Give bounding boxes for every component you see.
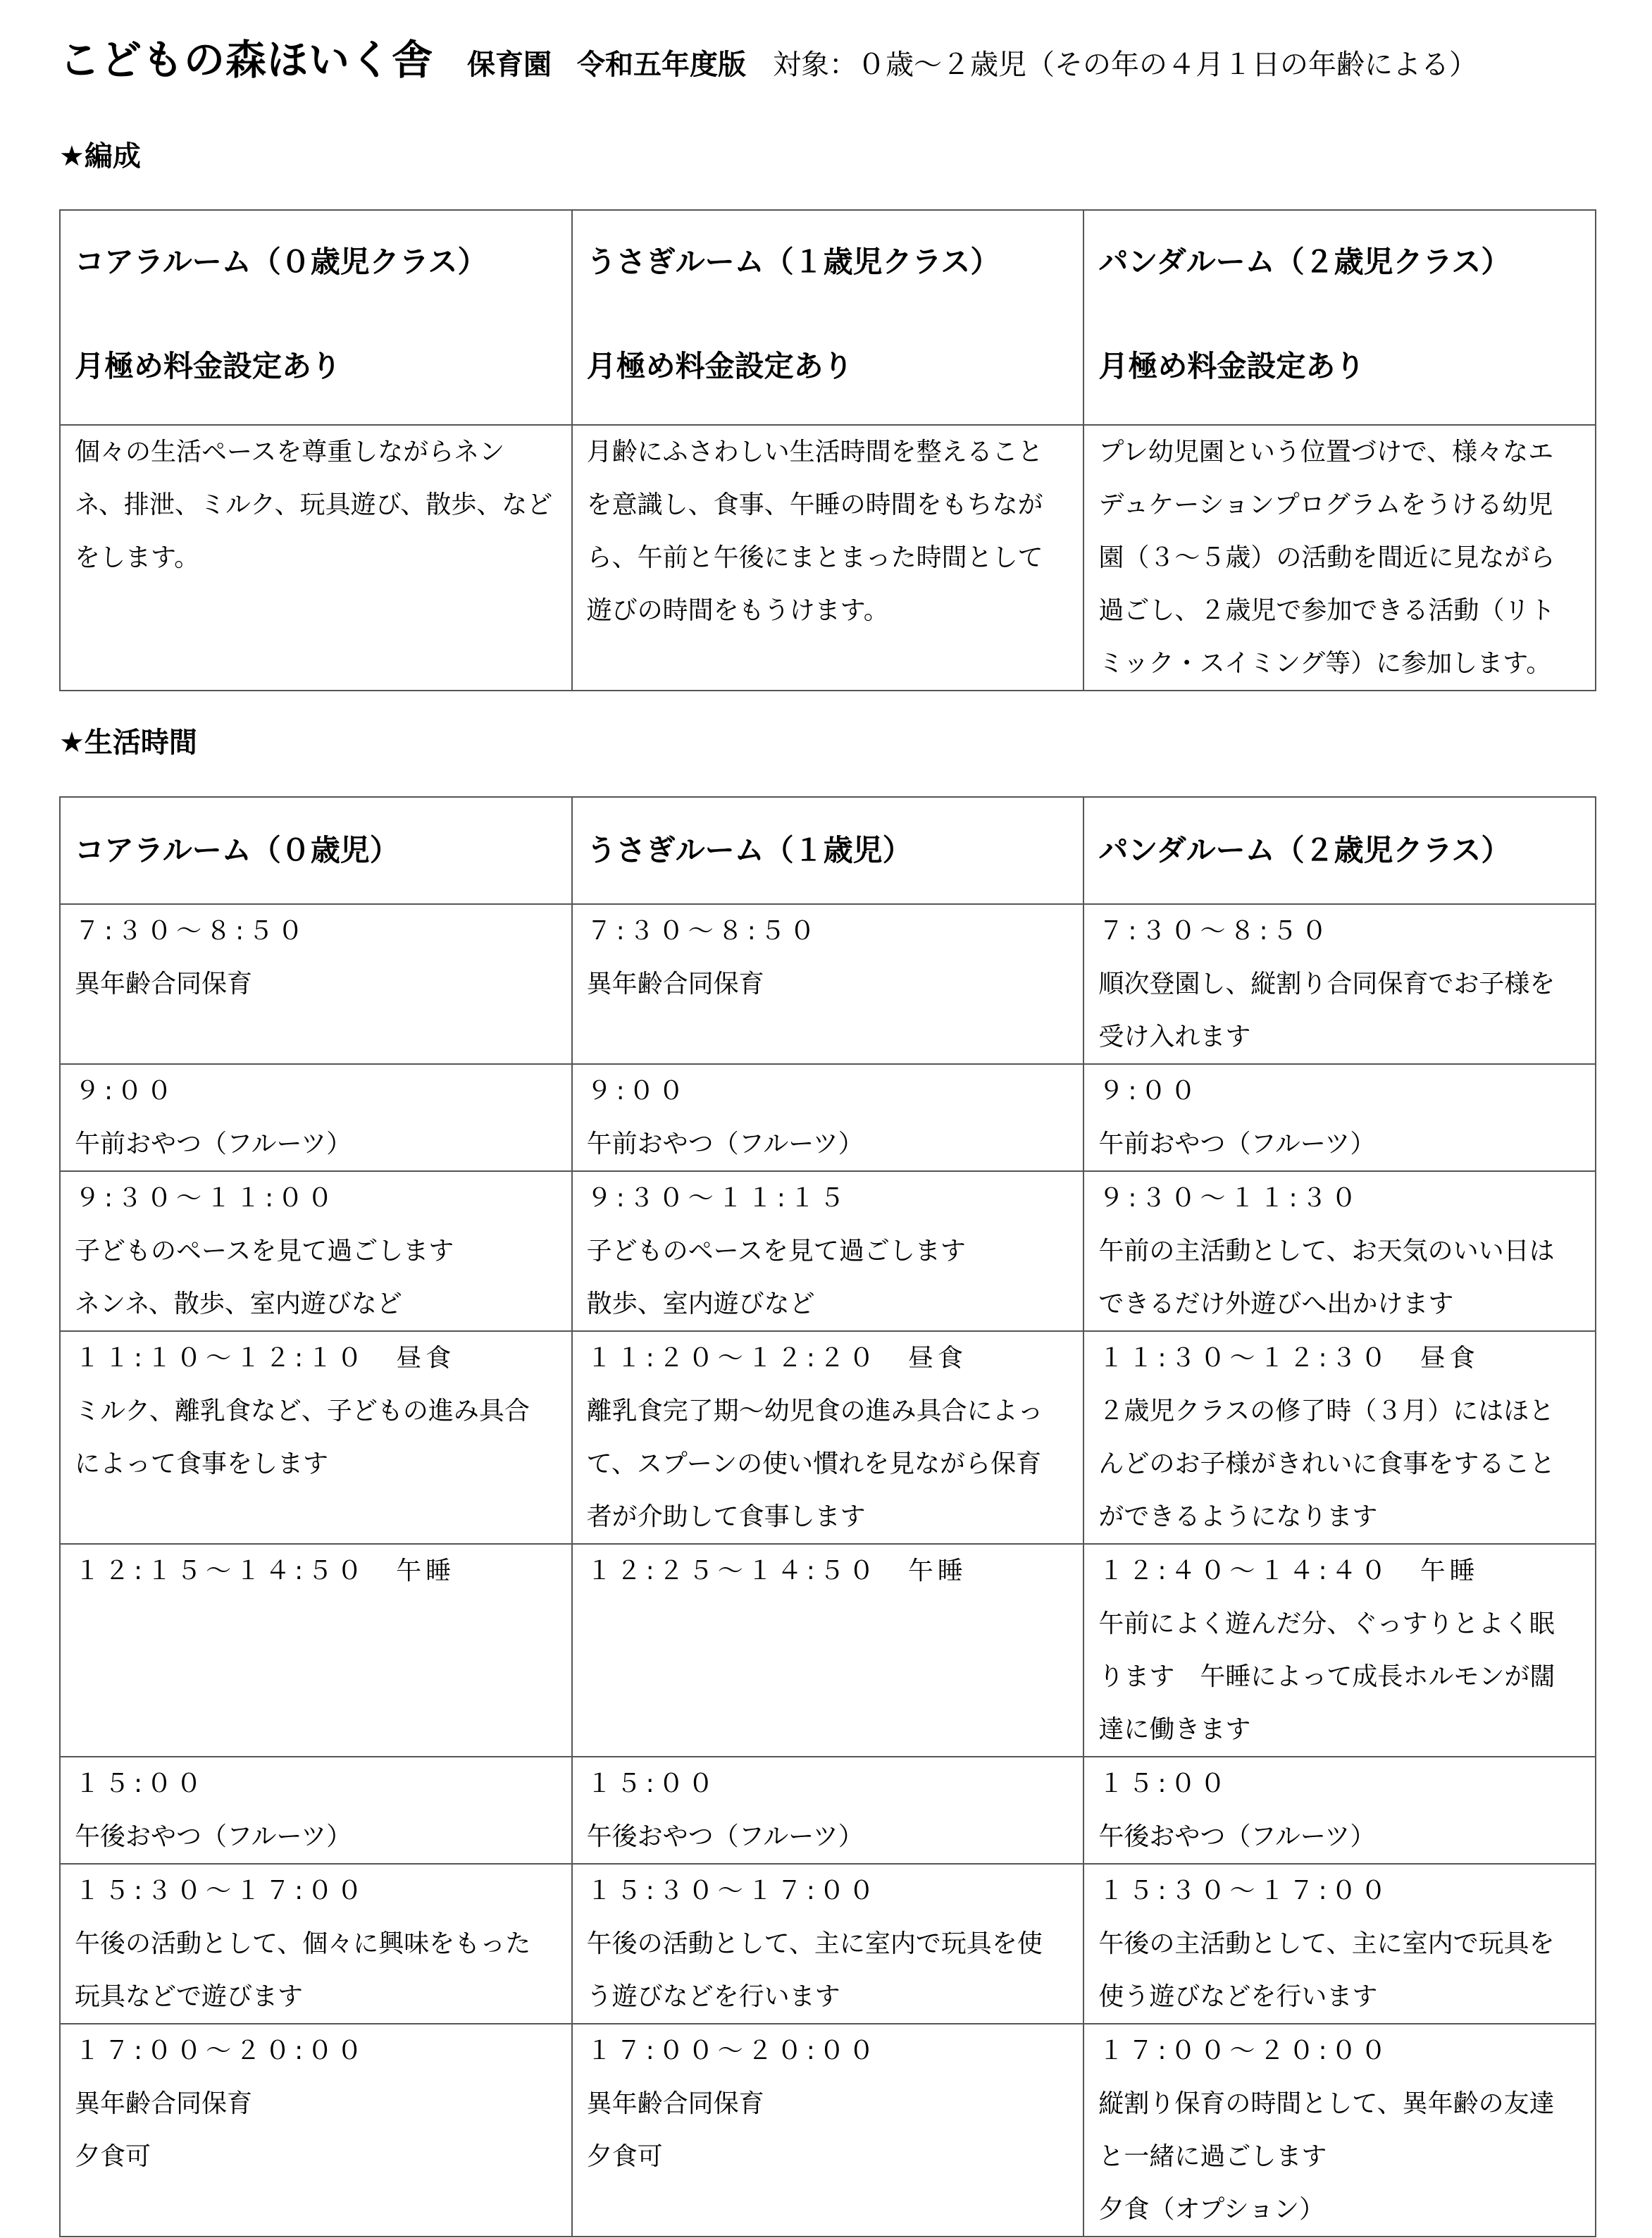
schedule-time: １５:３０〜１７:００: [1098, 1877, 1391, 1905]
schedule-time: １５:３０〜１７:００: [75, 1877, 367, 1905]
schedule-note: 離乳食完了期〜幼児食の進み具合によっ: [586, 1397, 1043, 1426]
schedule-time: ７:３０〜８:５０: [75, 917, 308, 946]
schedule-note: 午前おやつ（フルーツ）: [75, 1130, 352, 1158]
schedule-note: 子どものペースを見て過ごします: [586, 1237, 966, 1266]
fee-note: 月極め料金設定あり: [586, 349, 853, 383]
schedule-cell: [60, 904, 572, 1064]
room-name: うさぎルーム（１歳児クラス）: [586, 245, 1000, 279]
schedule-cell: [572, 904, 1084, 1064]
schedule-time: ９:３０〜１１:３０: [1098, 1184, 1361, 1213]
schedule-time: １５:３０〜１７:００: [586, 1877, 878, 1905]
description-line: をします。: [75, 543, 200, 572]
schedule-time: ７:３０〜８:５０: [1098, 917, 1331, 946]
schedule-cell: [60, 1331, 572, 1544]
schedule-note: 午前おやつ（フルーツ）: [1098, 1130, 1376, 1158]
schedule-note: 受け入れます: [1098, 1022, 1251, 1051]
schedule-time: １５:００: [75, 1769, 206, 1798]
schedule-cell: [1083, 1864, 1596, 2024]
schedule-column-header: うさぎルーム（１歳児）: [572, 797, 1084, 904]
edition-label: 令和五年度版: [577, 49, 747, 81]
schedule-note: て、スプーンの使い慣れを見ながら保育: [586, 1449, 1042, 1478]
schedule-note: 夕食可: [75, 2142, 151, 2171]
schedule-row: [60, 1064, 1596, 1171]
description-line: ら、午前と午後にまとまった時間として: [586, 543, 1043, 572]
schedule-note: 散歩、室内遊びなど: [586, 1290, 815, 1318]
schedule-note: 午後おやつ（フルーツ）: [75, 1822, 352, 1851]
schedule-time: １７:００〜２０:００: [75, 2036, 367, 2065]
description-line: 園（３〜５歳）の活動を間近に見ながら: [1098, 543, 1555, 572]
document-header: [59, 27, 1477, 86]
schedule-cell: [60, 1064, 572, 1171]
section-title-schedule: ★生活時間: [59, 727, 197, 759]
description-line: 過ごし、２歳児で参加できる活動（リト: [1098, 596, 1555, 625]
schedule-note: ります 午睡によって成長ホルモンが闊: [1098, 1662, 1555, 1691]
schedule-row: [60, 1544, 1596, 1757]
schedule-cell: [60, 2024, 572, 2237]
schedule-note: う遊びなどを行います: [586, 1982, 840, 2011]
schedule-row: [60, 1757, 1596, 1864]
schedule-time: １５:００: [586, 1769, 718, 1798]
schedule-row: [60, 1864, 1596, 2024]
schedule-cell: [572, 1544, 1084, 1757]
schedule-time: １１:１０〜１２:１０ 昼食: [75, 1344, 456, 1373]
room-cell: [572, 210, 1084, 425]
schedule-cell: [60, 1864, 572, 2024]
schedule-cell: [1083, 1757, 1596, 1864]
description-line: を意識し、食事、午睡の時間をもちなが: [586, 490, 1043, 519]
schedule-note: ネンネ、散歩、室内遊びなど: [75, 1290, 402, 1318]
schedule-note: 午後の主活動として、主に室内で玩具を: [1098, 1929, 1555, 1958]
schedule-time: ７:３０〜８:５０: [586, 917, 819, 946]
schedule-note: 午前おやつ（フルーツ）: [586, 1130, 864, 1158]
schedule-cell: [572, 1331, 1084, 1544]
schedule-note: 玩具などで遊びます: [75, 1982, 304, 2011]
description-line: 個々の生活ペースを尊重しながらネン: [75, 438, 505, 466]
schedule-row: [60, 2024, 1596, 2237]
schedule-note: 午後の活動として、主に室内で玩具を使: [586, 1929, 1043, 1958]
schedule-time: １１:３０〜１２:３０ 昼食: [1098, 1344, 1479, 1373]
schedule-cell: [572, 1064, 1084, 1171]
schedule-cell: [60, 1544, 572, 1757]
schedule-time: １２:１５〜１４:５０ 午睡: [75, 1557, 456, 1585]
composition-table: [59, 209, 1596, 691]
schedule-note: 午前によく遊んだ分、ぐっすりとよく眠: [1098, 1609, 1555, 1638]
schedule-time: １２:４０〜１４:４０ 午睡: [1098, 1557, 1479, 1585]
schedule-cell: [60, 1757, 572, 1864]
schedule-note: 午後おやつ（フルーツ）: [586, 1822, 864, 1851]
schedule-note: 者が介助して食事します: [586, 1502, 866, 1531]
schedule-row: [60, 1331, 1596, 1544]
schedule-column-header: コアラルーム（０歳児）: [60, 797, 572, 904]
schedule-cell: [1083, 1544, 1596, 1757]
schedule-note: ２歳児クラスの修了時（３月）にはほと: [1098, 1397, 1555, 1426]
schedule-note: 異年齢合同保育: [75, 2089, 253, 2118]
schedule-note: 異年齢合同保育: [75, 970, 253, 999]
schedule-column-header: パンダルーム（２歳児クラス）: [1083, 797, 1596, 904]
schedule-note: 午後おやつ（フルーツ）: [1098, 1822, 1376, 1851]
schedule-time: ９:３０〜１１:００: [75, 1184, 337, 1213]
schedule-note: 達に働きます: [1098, 1715, 1251, 1744]
schedule-cell: [1083, 904, 1596, 1064]
room-description: [1083, 425, 1596, 691]
schedule-row: [60, 904, 1596, 1064]
schedule-note: 午後の活動として、個々に興味をもった: [75, 1929, 531, 1958]
description-line: デュケーションプログラムをうける幼児: [1098, 490, 1553, 519]
schedule-header-row: [60, 797, 1596, 904]
schedule-note: 縦割り保育の時間として、異年齢の友達: [1098, 2089, 1555, 2118]
room-cell: [1083, 210, 1596, 425]
schedule-cell: [60, 1171, 572, 1331]
schedule-time: ９:００: [586, 1077, 688, 1106]
schedule-note: ミルク、離乳食など、子どもの進み具合: [75, 1397, 530, 1426]
brand-name: こどもの森ほいく舎: [59, 36, 434, 84]
schedule-time: ９:３０〜１１:１５: [586, 1184, 849, 1213]
schedule-note: 夕食（オプション）: [1098, 2195, 1325, 2224]
section-title-composition: ★編成: [59, 140, 141, 173]
schedule-time: １２:２５〜１４:５０ 午睡: [586, 1557, 967, 1585]
schedule-note: できるだけ外遊びへ出かけます: [1098, 1290, 1454, 1318]
target-age: 対象：０歳〜２歳児（その年の４月１日の年齢による）: [773, 49, 1478, 81]
schedule-cell: [572, 1757, 1084, 1864]
schedule-note: 順次登園し、縦割り合同保育でお子様を: [1098, 970, 1555, 999]
schedule-note: ができるようになります: [1098, 1502, 1378, 1531]
fee-note: 月極め料金設定あり: [75, 349, 342, 383]
schedule-note: 夕食可: [586, 2142, 663, 2171]
room-description: [572, 425, 1084, 691]
room-description: [60, 425, 572, 691]
schedule-cell: [572, 2024, 1084, 2237]
room-name: パンダルーム（２歳児クラス）: [1098, 245, 1511, 279]
schedule-time: １７:００〜２０:００: [586, 2036, 878, 2065]
schedule-cell: [572, 1864, 1084, 2024]
schedule-note: によって食事をします: [75, 1449, 329, 1478]
schedule-time: ９:００: [75, 1077, 177, 1106]
schedule-time: ９:００: [1098, 1077, 1200, 1106]
schedule-cell: [1083, 1064, 1596, 1171]
description-line: ネ、排泄、ミルク、玩具遊び、散歩、など: [75, 490, 553, 519]
composition-header-row: [60, 210, 1596, 425]
schedule-time: １７:００〜２０:００: [1098, 2036, 1391, 2065]
schedule-time: １１:２０〜１２:２０ 昼食: [586, 1344, 967, 1373]
fee-note: 月極め料金設定あり: [1098, 349, 1365, 383]
schedule-table: [59, 796, 1596, 2237]
schedule-note: と一緒に過ごします: [1098, 2142, 1327, 2171]
schedule-time: １５:００: [1098, 1769, 1230, 1798]
schedule-note: 異年齢合同保育: [586, 2089, 764, 2118]
room-cell: [60, 210, 572, 425]
description-line: プレ幼児園という位置づけで、様々なエ: [1098, 438, 1554, 466]
schedule-note: 午前の主活動として、お天気のいい日は: [1098, 1237, 1555, 1266]
schedule-cell: [1083, 1171, 1596, 1331]
schedule-row: [60, 1171, 1596, 1331]
schedule-note: んどのお子様がきれいに食事をすること: [1098, 1449, 1555, 1478]
schedule-note: 子どものペースを見て過ごします: [75, 1237, 454, 1266]
schedule-cell: [572, 1171, 1084, 1331]
schedule-note: 異年齢合同保育: [586, 970, 764, 999]
description-line: 月齢にふさわしい生活時間を整えること: [586, 438, 1043, 466]
schedule-cell: [1083, 2024, 1596, 2237]
facility-kind: 保育園: [467, 49, 552, 81]
schedule-cell: [1083, 1331, 1596, 1544]
room-name: コアラルーム（０歳児クラス）: [75, 245, 487, 279]
composition-description-row: [60, 425, 1596, 691]
description-line: 遊びの時間をもうけます。: [586, 596, 889, 625]
description-line: ミック・スイミング等）に参加します。: [1098, 649, 1552, 678]
schedule-note: 使う遊びなどを行います: [1098, 1982, 1378, 2011]
